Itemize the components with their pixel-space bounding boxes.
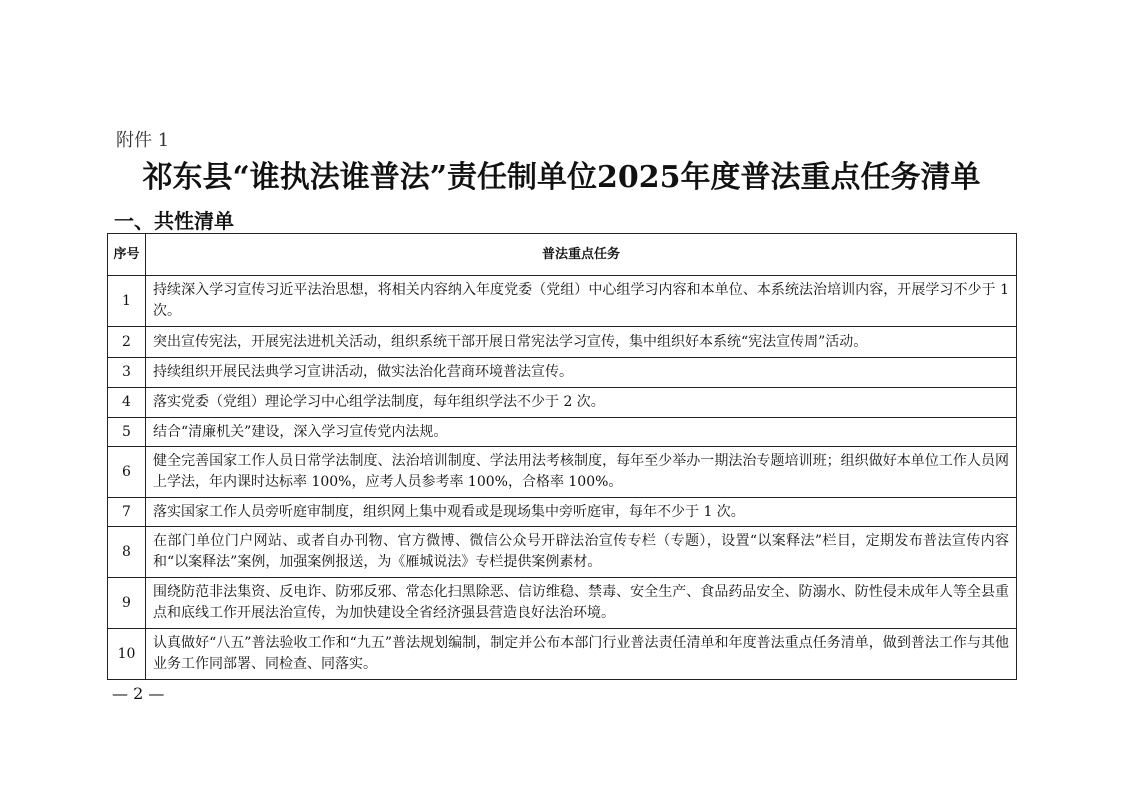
row-task: 持续组织开展民法典学习宣讲活动，做实法治化营商环境普法宣传。: [146, 358, 1017, 388]
row-task: 健全完善国家工作人员日常学法制度、法治培训制度、学法用法考核制度，每年至少举办一期法治专题培训班；组织做好本单位工作人员网上学法，年内课时达标率 100%，应考人员参考率 100%，合格率 100%。: [146, 447, 1017, 498]
row-number: 4: [108, 388, 146, 418]
row-number: 7: [108, 498, 146, 527]
task-table: [107, 233, 1017, 680]
table-row: [108, 447, 1017, 498]
row-number: 10: [108, 629, 146, 680]
document-title: 祁东县“谁执法谁普法”责任制单位2025年度普法重点任务清单: [142, 160, 981, 195]
row-number: 2: [108, 327, 146, 358]
table-row: [108, 358, 1017, 388]
row-task: 结合“清廉机关”建设，深入学习宣传党内法规。: [146, 418, 1017, 447]
table-row: [108, 388, 1017, 418]
attachment-label: 附件 1: [116, 130, 170, 151]
table-row: [108, 527, 1017, 578]
row-number: 1: [108, 276, 146, 327]
row-task: 在部门单位门户网站、或者自办刊物、官方微博、微信公众号开辟法治宣传专栏（专题），设置“以案释法”栏目，定期发布普法宣传内容和“以案释法”案例，加强案例报送，为《雁城说法》专栏提供案例素材。: [146, 527, 1017, 578]
table-row: [108, 578, 1017, 629]
table-header-row: [108, 234, 1017, 276]
header-task: 普法重点任务: [146, 234, 1017, 276]
table-row: [108, 498, 1017, 527]
table-row: [108, 327, 1017, 358]
row-number: 8: [108, 527, 146, 578]
section-heading: 一、共性清单: [114, 209, 234, 233]
page-number: — 2 —: [112, 684, 165, 703]
row-task: 突出宣传宪法，开展宪法进机关活动，组织系统干部开展日常宪法学习宣传，集中组织好本系统“宪法宣传周”活动。: [146, 327, 1017, 358]
row-task: 持续深入学习宣传习近平法治思想，将相关内容纳入年度党委（党组）中心组学习内容和本单位、本系统法治培训内容，开展学习不少于 1 次。: [146, 276, 1017, 327]
row-task: 围绕防范非法集资、反电诈、防邪反邪、常态化扫黑除恶、信访维稳、禁毒、安全生产、食品药品安全、防溺水、防性侵未成年人等全县重点和底线工作开展法治宣传，为加快建设全省经济强县营造良好法治环境。: [146, 578, 1017, 629]
header-serial-number: 序号: [108, 234, 146, 276]
row-number: 3: [108, 358, 146, 388]
row-task: 落实国家工作人员旁听庭审制度，组织网上集中观看或是现场集中旁听庭审，每年不少于 1 次。: [146, 498, 1017, 527]
row-number: 5: [108, 418, 146, 447]
table-row: [108, 276, 1017, 327]
row-task: 落实党委（党组）理论学习中心组学法制度，每年组织学法不少于 2 次。: [146, 388, 1017, 418]
row-number: 6: [108, 447, 146, 498]
table-row: [108, 418, 1017, 447]
row-task: 认真做好“八五”普法验收工作和“九五”普法规划编制，制定并公布本部门行业普法责任清单和年度普法重点任务清单，做到普法工作与其他业务工作同部署、同检查、同落实。: [146, 629, 1017, 680]
row-number: 9: [108, 578, 146, 629]
table-row: [108, 629, 1017, 680]
